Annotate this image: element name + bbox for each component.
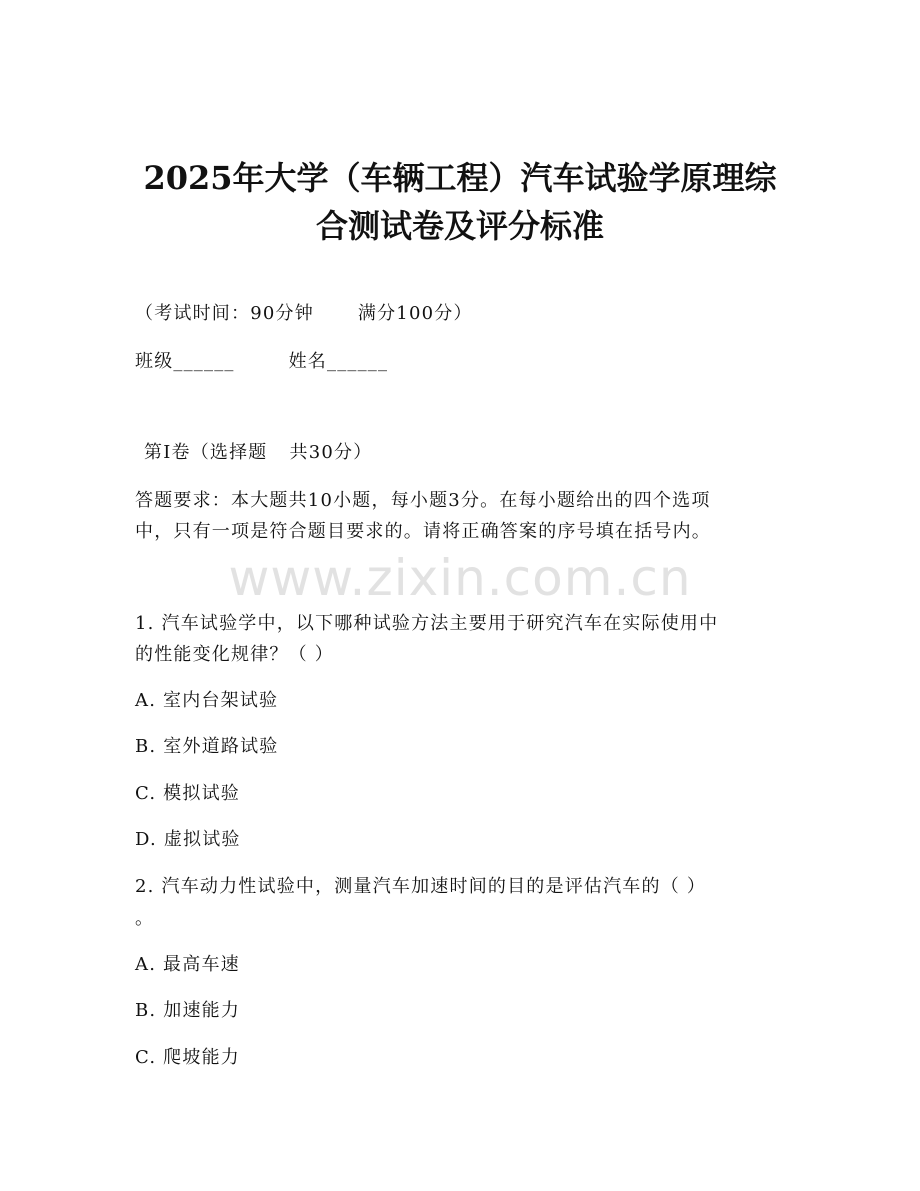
question-1-option-c: C. 模拟试验 xyxy=(135,783,240,804)
question-2-stem-line-2: 。 xyxy=(135,908,155,929)
question-1-option-b: B. 室外道路试验 xyxy=(135,736,279,757)
class-field: 班级______ xyxy=(135,351,235,372)
section-heading-right: 共30分） xyxy=(289,442,373,463)
question-2-stem-line-1: 2. 汽车动力性试验中，测量汽车加速时间的目的是评估汽车的（ ） xyxy=(135,876,707,897)
student-info xyxy=(135,349,388,375)
exam-title-line-2: 合测试卷及评分标准 xyxy=(315,207,604,245)
exam-title-line-1: 2025年大学（车辆工程）汽车试验学原理综 xyxy=(143,159,777,197)
question-2-option-b: B. 加速能力 xyxy=(135,1000,241,1021)
question-1-option-a: A. 室内台架试验 xyxy=(135,690,279,711)
question-1-stem-line-1: 1. 汽车试验学中，以下哪种试验方法主要用于研究汽车在实际使用中 xyxy=(135,613,719,634)
question-2-option-a: A. 最高车速 xyxy=(135,954,240,975)
question-2-option-c: C. 爬坡能力 xyxy=(135,1047,240,1068)
name-field: 姓名______ xyxy=(288,351,389,372)
section-heading xyxy=(144,440,372,466)
question-1-stem-line-2: 的性能变化规律？（ ） xyxy=(135,644,334,665)
exam-info xyxy=(135,301,473,327)
watermark: www.zixin.com.cn xyxy=(228,549,692,607)
instructions-line-1: 答题要求：本大题共10小题，每小题3分。在每小题给出的四个选项 xyxy=(135,490,711,511)
question-1-option-d: D. 虚拟试验 xyxy=(135,829,241,850)
section-heading-left: 第Ⅰ卷（选择题 xyxy=(144,442,268,463)
exam-time: （考试时间：90分钟 xyxy=(135,303,314,324)
instructions-line-2: 中，只有一项是符合题目要求的。请将正确答案的序号填在括号内。 xyxy=(135,521,711,542)
exam-full-score: 满分100分） xyxy=(357,303,473,324)
